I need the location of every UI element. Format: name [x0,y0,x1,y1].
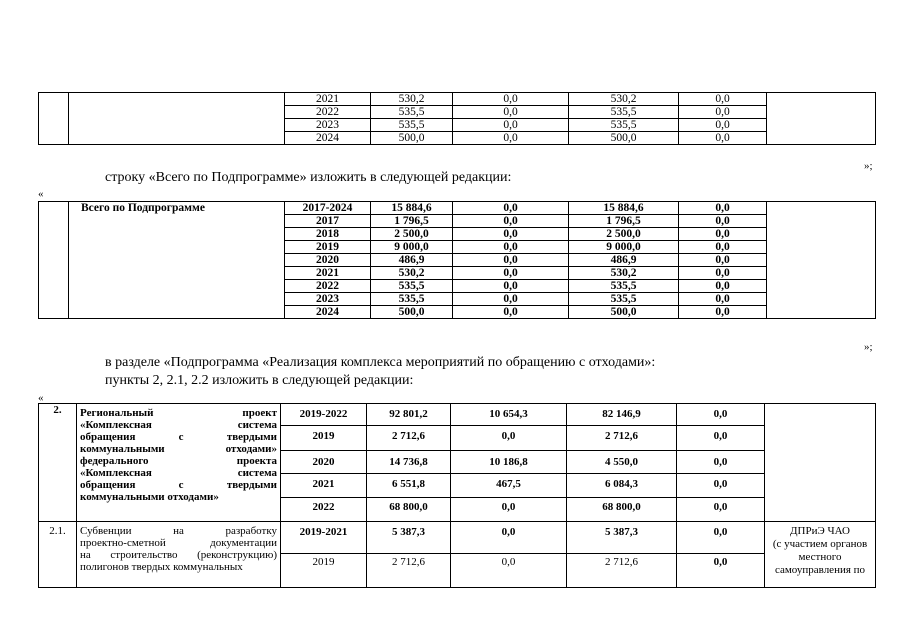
table-row: 2024 500,0 0,0 500,0 0,0 [39,132,876,145]
table-top-fragment [38,92,876,145]
row-number: 2. [39,404,77,522]
table-row: 2021 530,2 0,0 530,2 0,0 [39,93,876,106]
table-row: 2. Региональный проект «Комплексная система обращения с твердыми коммунальными отходами» федерального проекта «Комплексная система обращения с твердыми коммунальными отходами» 2019-2022 92 801,2 10 654,3 82 146,9 0,0 [39,404,876,426]
table-row: 2020 486,9 0,0 486,9 0,0 [39,254,876,267]
table-row: 2017 1 796,5 0,0 1 796,5 0,0 [39,215,876,228]
table-row: 2022 535,5 0,0 535,5 0,0 [39,106,876,119]
row-number: 2.1. [39,522,77,588]
opening-quote-mark: « [38,392,44,404]
table-row: 2020 14 736,8 10 186,8 4 550,0 0,0 [39,451,876,474]
instruction-text: строку «Всего по Подпрограмме» изложить в следующей редакции: [105,170,512,185]
table-row: 2024 500,0 0,0 500,0 0,0 [39,306,876,319]
executor-cell: ДПРиЭ ЧАО (с участием органов местного самоуправления по [765,522,876,588]
table-row: Всего по Подпрограмме 2017-2024 15 884,6 0,0 15 884,6 0,0 [39,202,876,215]
closing-quote-mark: »; [864,341,873,353]
table-row: 2023 535,5 0,0 535,5 0,0 [39,293,876,306]
table-total [38,201,876,319]
table-row: 2021 6 551,8 467,5 6 084,3 0,0 [39,474,876,498]
project-name: Региональный проект «Комплексная система обращения с твердыми коммунальными отходами» федерального проекта «Комплексная система обращения с твердыми коммунальными отходами» [77,404,281,522]
table-row: 2022 535,5 0,0 535,5 0,0 [39,280,876,293]
table-project [38,403,876,588]
table-row: 2023 535,5 0,0 535,5 0,0 [39,119,876,132]
table-row: 2.1. Субвенции на разработку проектно-сметной документации на строительство (реконструкцию) полигонов твердых коммунальных 2019-2021 5 387,3 0,0 5 387,3 0,0 ДПРиЭ ЧАО (с участием органов местного самоуправления по [39,522,876,554]
table-row: 2019 9 000,0 0,0 9 000,0 0,0 [39,241,876,254]
project-name: Субвенции на разработку проектно-сметной документации на строительство (реконструкцию) полигонов твердых коммунальных [77,522,281,588]
table-row: 2021 530,2 0,0 530,2 0,0 [39,267,876,280]
opening-quote-mark: « [38,188,44,200]
table-row: 2022 68 800,0 0,0 68 800,0 0,0 [39,498,876,522]
instruction-text: пункты 2, 2.1, 2.2 изложить в следующей редакции: [105,373,414,388]
table-row: 2019 2 712,6 0,0 2 712,6 0,0 [39,554,876,588]
table-row: 2019 2 712,6 0,0 2 712,6 0,0 [39,426,876,451]
total-label: Всего по Подпрограмме [69,202,285,319]
table-row: 2018 2 500,0 0,0 2 500,0 0,0 [39,228,876,241]
instruction-text: в разделе «Подпрограмма «Реализация комплекса мероприятий по обращению с отходами»: [105,355,656,370]
closing-quote-mark: »; [864,160,873,172]
